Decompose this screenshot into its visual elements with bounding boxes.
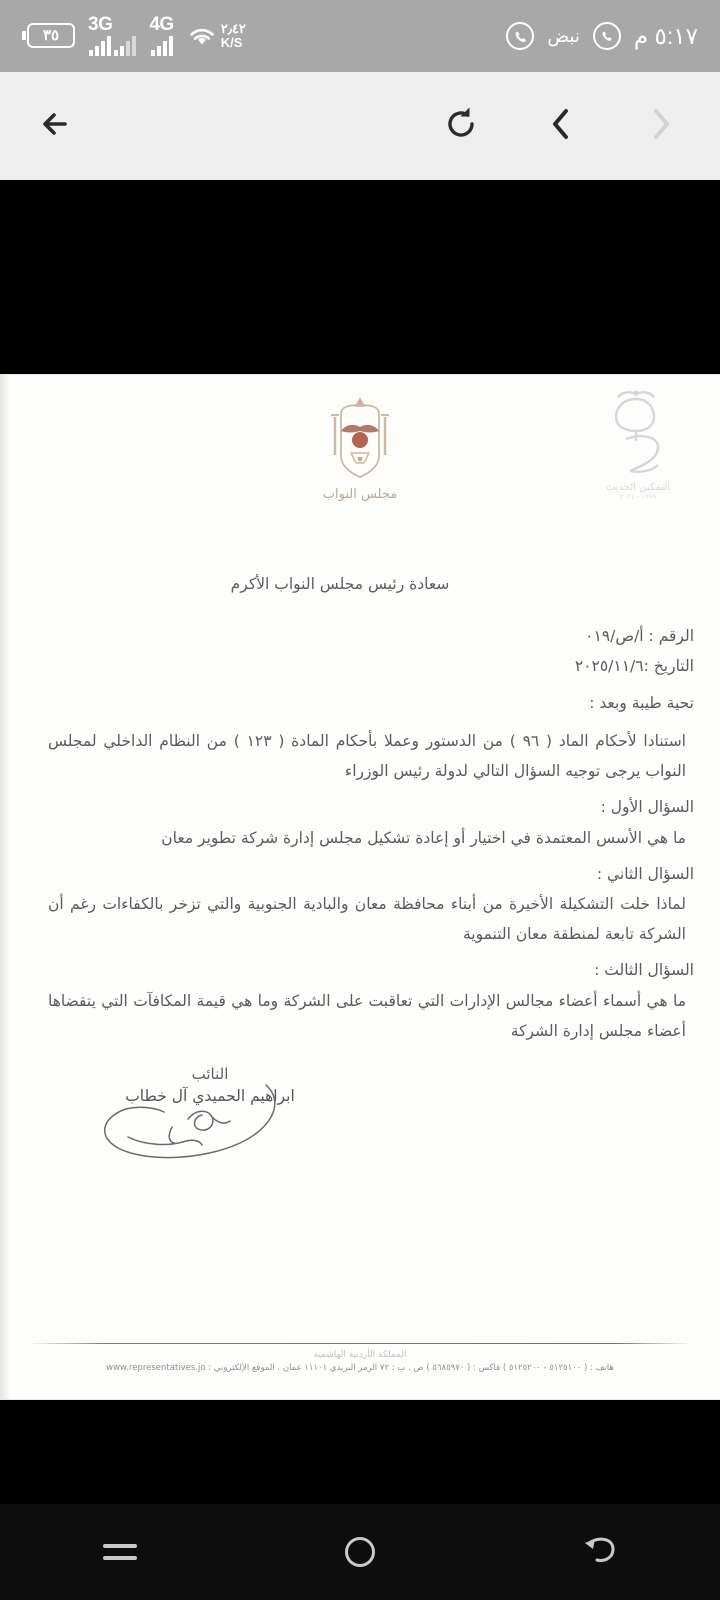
- data-speed-indicator: [221, 22, 246, 49]
- signal-bars-3g-secondary: [114, 35, 136, 56]
- question-3-label: السؤال الثالث :: [594, 961, 694, 980]
- home-circle-icon: [345, 1537, 375, 1567]
- data-speed-value: ٢٫٤٢: [220, 21, 246, 37]
- toolbar-right-controls: [424, 89, 698, 163]
- letterhead: [26, 375, 694, 525]
- question-1-label: السؤال الأول :: [600, 798, 694, 817]
- toolbar-back-button[interactable]: [18, 89, 92, 163]
- signal-bars-3g: [89, 35, 111, 56]
- arrow-left-icon: [33, 102, 77, 151]
- chevron-left-icon: [542, 103, 580, 150]
- chevron-right-icon: [642, 103, 680, 150]
- signature-role: النائب: [191, 1065, 229, 1083]
- reference-number: الرقم : أ/ص/٠١٩: [585, 627, 694, 646]
- document-body: [26, 569, 694, 1046]
- viewer-toolbar: [0, 72, 720, 180]
- whatsapp-icon: [593, 22, 621, 50]
- toolbar-next-page-button[interactable]: [624, 89, 698, 163]
- footer-divider: [26, 1343, 694, 1344]
- wifi-icon: [187, 24, 217, 48]
- data-speed-unit: K/S: [220, 34, 243, 50]
- refresh-icon: [440, 103, 482, 150]
- notification-app-label: نبض: [547, 25, 580, 46]
- signature-block: [60, 1065, 360, 1171]
- handwritten-signature: [60, 1079, 360, 1171]
- signal-3g-indicator: [88, 16, 136, 55]
- document-viewer[interactable]: [0, 180, 720, 1504]
- intro-paragraph: استنادا لأحكام الماد ( ٩٦ ) من الدستور وعملا بأحكام المادة ( ١٢٣ ) من النظام الداخلي لمجلس النواب يرجى توجيه السؤال التالي لدولة رئيس الوزراء: [48, 731, 686, 781]
- 25-anniversary-crown-logo: [590, 389, 686, 481]
- signal-bars-4g: [151, 35, 173, 56]
- footer-contact-text: هاتف : ( ٥١٢٥١٠٠ - ٥١٢٥٢٠٠ ) فاكس : ( ٥٦٨٥٩٧٠ ) ص . ب : ٧٢ الرمز البريدي ١١١٠١ عمان . الموقع الإلكتروني : www.representatives.jo: [106, 1363, 614, 1373]
- document-footer: [26, 1343, 694, 1373]
- document-page[interactable]: [0, 375, 720, 1399]
- nav-recents-button[interactable]: [60, 1504, 180, 1600]
- status-bar-left: [22, 16, 246, 55]
- anniversary-caption: التمكين الحديث: [605, 482, 671, 493]
- document-date: التاريخ :٢٠٢٥/١١/٦: [574, 657, 694, 676]
- question-2-label: السؤال الثاني :: [596, 864, 694, 883]
- status-bar-clock: ٥:١٧ م: [633, 22, 698, 49]
- status-bar-right: [506, 22, 698, 50]
- battery-body: [27, 23, 75, 48]
- status-bar: [0, 0, 720, 72]
- back-arrow-icon: [582, 1534, 618, 1571]
- android-navigation-bar: [0, 1504, 720, 1600]
- anniversary-subcaption: ١٩٩٩ - ٢٠٢٤: [619, 494, 657, 501]
- greeting-line: تحية طيبة وبعد :: [589, 693, 694, 712]
- network-type-3g-label: 3G: [88, 14, 113, 36]
- crest-block: [305, 393, 415, 502]
- question-2-text: لماذا خلت التشكيلة الأخيرة من أبناء محافظة معان والبادية الجنوبية والتي تزخر بالكفاءات رغم أن الشركة تابعة لمنطقة معان التنموية: [48, 894, 686, 944]
- crest-caption: مجلس النواب: [322, 487, 398, 502]
- wifi-indicator: [187, 22, 246, 49]
- battery-level-text: ٣٥: [42, 27, 60, 45]
- anniversary-logo-block: [590, 389, 686, 501]
- toolbar-previous-page-button[interactable]: [524, 89, 598, 163]
- recents-icon: [103, 1544, 137, 1560]
- nav-home-button[interactable]: [300, 1504, 420, 1600]
- nav-back-button[interactable]: [540, 1504, 660, 1600]
- signal-4g-indicator: [149, 16, 173, 55]
- question-3-text: ما هي أسماء أعضاء مجالس الإدارات التي تعاقبت على الشركة وما هي قيمة المكافآت التي يتقضاها أعضاء مجلس إدارة الشركة: [48, 991, 686, 1040]
- battery-icon: [22, 23, 75, 48]
- battery-terminal: [22, 31, 26, 40]
- addressee-line: سعادة رئيس مجلس النواب الأكرم: [230, 575, 450, 593]
- network-type-4g-label: 4G: [149, 14, 174, 36]
- whatsapp-business-icon: [506, 22, 534, 50]
- jordan-coat-of-arms: [305, 393, 415, 485]
- question-1-text: ما هي الأسس المعتمدة في اختيار أو إعادة تشكيل مجلس إدارة شركة تطوير معان: [161, 828, 686, 847]
- footer-stamp-text: المملكة الأردنية الهاشمية: [313, 1350, 407, 1360]
- toolbar-refresh-button[interactable]: [424, 89, 498, 163]
- signature-name: ابراهيم الحميدي آل خطاب: [125, 1087, 295, 1105]
